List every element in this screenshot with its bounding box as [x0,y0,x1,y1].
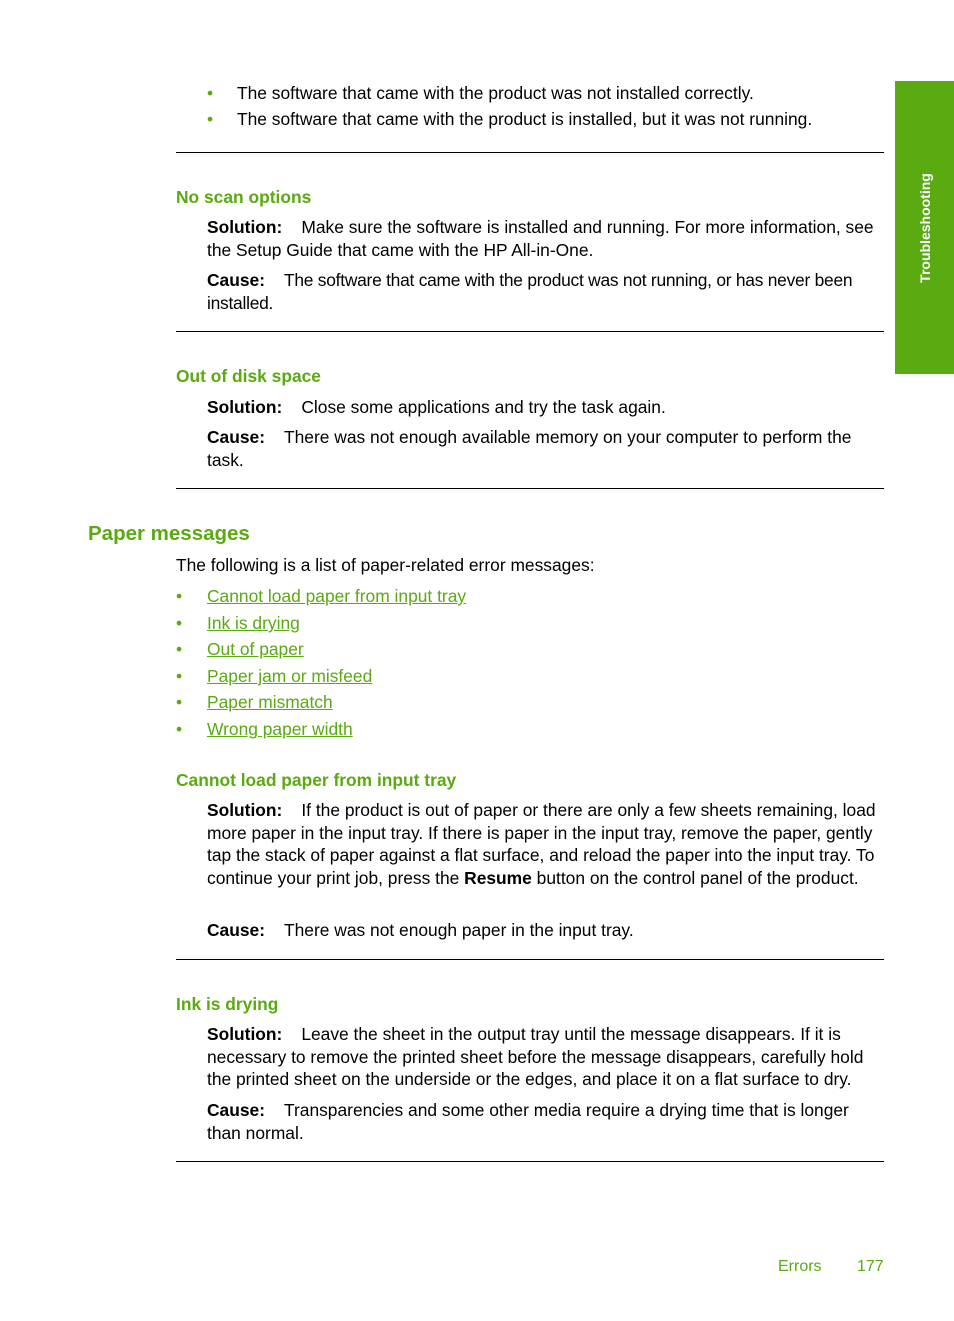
ink-is-drying-heading: Ink is drying [176,994,279,1014]
cause-label: Cause: [207,1100,265,1120]
out-of-disk-space-heading: Out of disk space [176,366,321,386]
ink-is-drying-cause [207,1099,887,1144]
divider [176,959,884,960]
bullet-icon: • [176,586,183,606]
solution-label: Solution: [207,800,283,820]
no-scan-options-solution [207,216,887,261]
link-out-of-paper[interactable]: Out of paper [207,639,304,659]
cause-label: Cause: [207,920,265,940]
out-of-disk-space-solution [207,396,887,419]
divider [176,1161,884,1162]
divider [176,488,884,489]
link-paper-jam[interactable]: Paper jam or misfeed [207,666,373,686]
solution-text: If the product is out of paper or there are only a few sheets remaining, load more paper in the input tray. If there is paper in the input tray, remove the paper, gently tap the stack of paper against a flat surface, and reload the paper into the input tray. To continue your print job, press the [207,800,876,888]
cannot-load-paper-solution [207,799,887,889]
solution-label: Solution: [207,1024,283,1044]
cause-text: There was not enough available memory on your computer to perform the task. [207,427,852,470]
paper-messages-heading: Paper messages [88,522,250,545]
cannot-load-paper-heading: Cannot load paper from input tray [176,770,457,790]
cause-text: Transparencies and some other media require a drying time that is longer than normal. [207,1100,849,1143]
bullet-icon: • [176,692,183,712]
link-ink-is-drying[interactable]: Ink is drying [207,613,300,633]
solution-text: Make sure the software is installed and running. For more information, see the Setup Guide that came with the HP All-in-One. [207,217,874,260]
resume-bold: Resume [464,867,532,888]
paper-messages-intro: The following is a list of paper-related error messages: [176,555,595,575]
top-bullet-1: The software that came with the product was not installed correctly. [237,83,754,103]
ink-is-drying-solution [207,1023,887,1091]
cause-label: Cause: [207,270,265,290]
cause-label: Cause: [207,427,265,447]
solution-label: Solution: [207,217,283,237]
solution-text-end: button on the control panel of the product. [536,867,859,888]
link-paper-mismatch[interactable]: Paper mismatch [207,692,333,712]
solution-text: Leave the sheet in the output tray until the message disappears. If it is necessary to remove the printed sheet before the message disappears, carefully hold the printed sheet on the underside or the edges, and place it on a flat surface to dry. [207,1024,864,1089]
solution-text: Close some applications and try the task again. [301,397,666,417]
bullet-icon: • [176,613,183,633]
cause-text: There was not enough paper in the input tray. [284,920,634,940]
divider [176,152,884,153]
cause-text: The software that came with the product was not running, or has never been installed. [207,270,853,313]
troubleshooting-side-tab [895,81,954,374]
footer-section: Errors [778,1258,822,1275]
bullet-icon: • [207,109,214,129]
side-tab-label: Troubleshooting [916,172,933,283]
bullet-icon: • [207,83,214,103]
divider [176,331,884,332]
no-scan-options-cause [207,269,887,314]
footer-page-number: 177 [857,1258,884,1275]
solution-label: Solution: [207,397,283,417]
cannot-load-paper-cause [207,919,887,942]
link-wrong-paper-width[interactable]: Wrong paper width [207,719,353,739]
top-bullet-2: The software that came with the product is installed, but it was not running. [237,109,813,129]
bullet-icon: • [176,719,183,739]
no-scan-options-heading: No scan options [176,187,312,207]
bullet-icon: • [176,639,183,659]
link-cannot-load-paper[interactable]: Cannot load paper from input tray [207,586,467,606]
bullet-icon: • [176,666,183,686]
out-of-disk-space-cause [207,426,887,471]
